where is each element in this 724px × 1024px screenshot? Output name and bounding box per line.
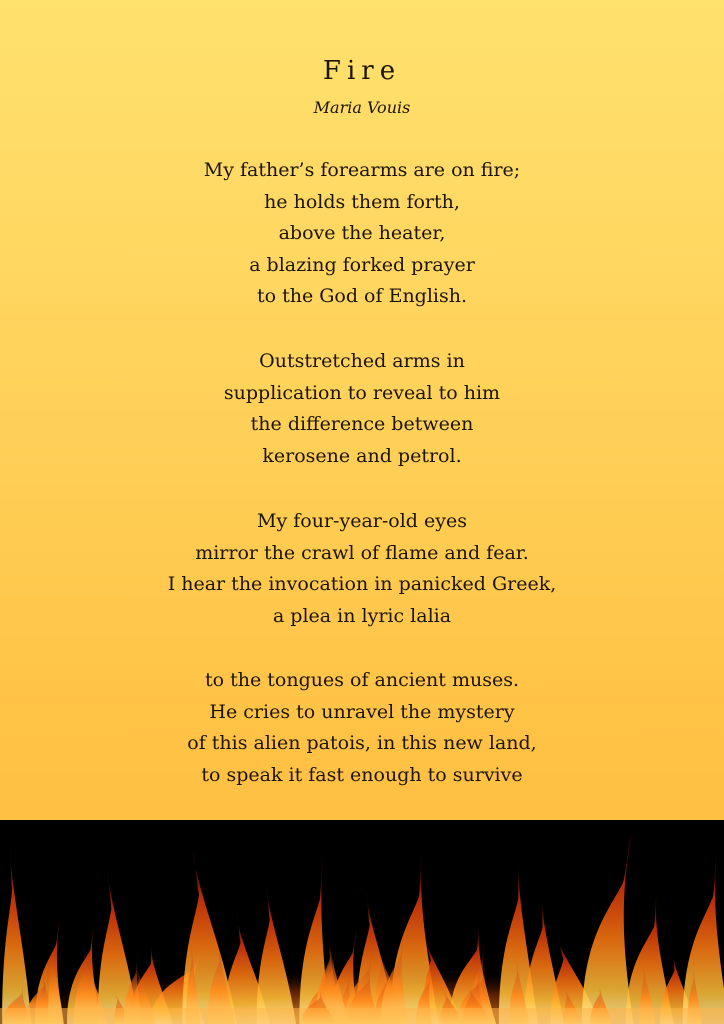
poem-line: I hear the invocation in panicked Greek, [167, 573, 557, 595]
poem-line: My father’s forearms are on fire; [203, 159, 521, 181]
poem-line: a plea in lyric lalia [272, 604, 452, 627]
poem-line: My four-year-old eyes [257, 510, 467, 532]
flames-icon [0, 820, 724, 1024]
poem-line: mirror the crawl of flame and fear. [195, 541, 529, 564]
poem-line: of this alien patois, in this new land, [187, 732, 537, 754]
poem-line: to the tongues of ancient muses. [204, 669, 519, 691]
poem-line: kerosene and petrol. [262, 444, 462, 467]
poem-line: to the God of English. [256, 285, 468, 307]
stanza-2 [0, 346, 724, 472]
poem-line: supplication to reveal to him [223, 381, 501, 404]
poem-line: the difference between [250, 413, 474, 435]
stanza-3 [0, 506, 724, 632]
ember-bed [0, 1008, 724, 1024]
poem-line: He cries to unravel the mystery [209, 700, 515, 723]
stanza-1 [0, 155, 724, 313]
poem-title: Fire [322, 56, 402, 86]
poem-line: above the heater, [278, 222, 446, 244]
poem-line: to speak it fast enough to survive [201, 763, 523, 786]
flames-photo [0, 820, 724, 1024]
poem-author: Maria Vouis [313, 98, 411, 117]
stanza-4 [0, 665, 724, 791]
poem-line: Outstretched arms in [259, 350, 465, 372]
poem-line: he holds them forth, [264, 190, 460, 213]
poem-line: a blazing forked prayer [249, 253, 475, 276]
